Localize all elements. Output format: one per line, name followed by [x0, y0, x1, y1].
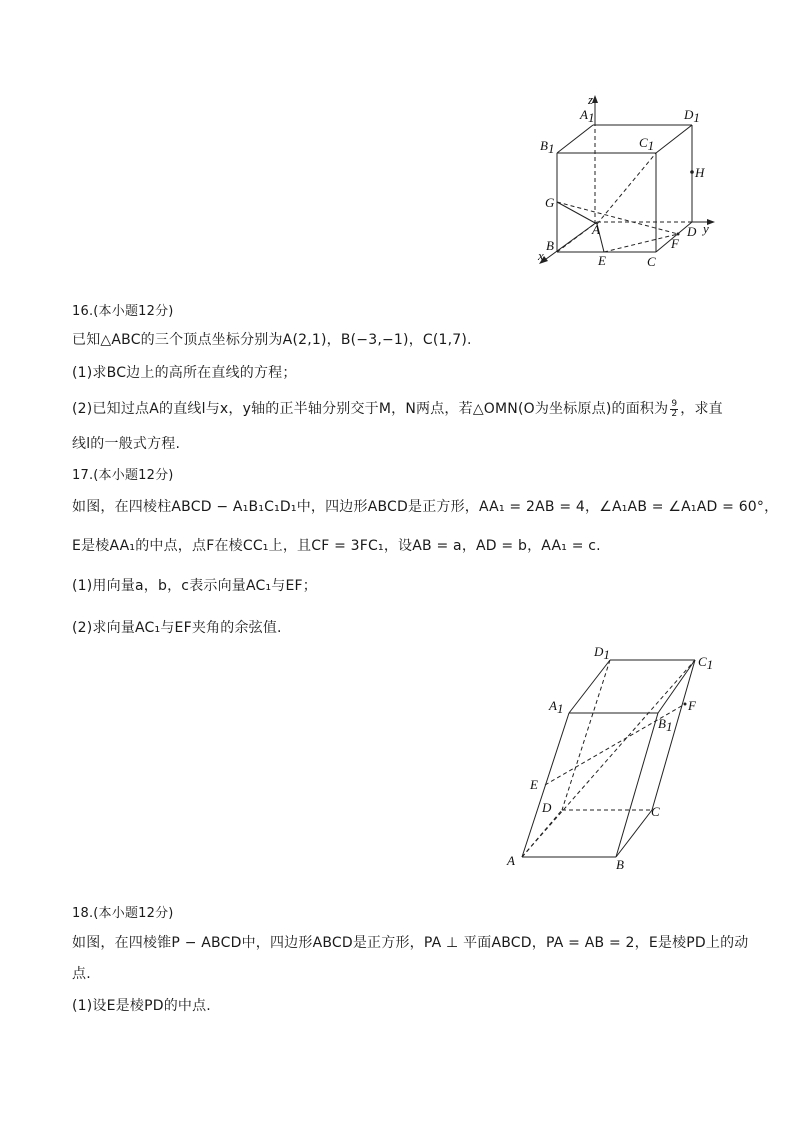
q16-fraction	[670, 400, 678, 419]
q16-part2-text-a: (2)已知过点A的直线l与x，y轴的正半轴分别交于M，N两点，若△OMN(O为坐标原点)的面积为	[72, 401, 669, 417]
label-b: B	[546, 238, 554, 253]
q16-part1: (1)求BC边上的高所在直线的方程；	[72, 365, 297, 381]
q17-part1: (1)用向量a，b，c表示向量AC₁与EF；	[72, 578, 318, 594]
label-a1: A1	[580, 107, 595, 125]
q18-stem-line2: 点.	[72, 966, 91, 982]
label-c: C	[651, 804, 660, 819]
label-f: F	[688, 698, 696, 713]
label-b1: B1	[658, 716, 673, 734]
q16-part2-line2: 线l的一般式方程.	[72, 436, 181, 452]
label-d1: D1	[594, 644, 610, 662]
q17-header: 17.(本小题12分)	[72, 468, 174, 483]
label-b1: B1	[540, 138, 555, 156]
q18-stem-line1: 如图，在四棱锥P − ABCD中，四边形ABCD是正方形，PA ⊥ 平面ABCD，PA = AB = 2，E是棱PD上的动	[72, 935, 749, 951]
label-c1: C1	[639, 135, 655, 153]
prism-figure	[500, 640, 730, 875]
label-c1: C1	[698, 654, 714, 672]
label-e: E	[530, 777, 538, 792]
q17-part2: (2)求向量AC₁与EF夹角的余弦值.	[72, 620, 282, 636]
q16-fraction-num: 9	[671, 398, 678, 409]
label-b: B	[616, 857, 624, 872]
label-g: G	[545, 195, 555, 210]
label-d: D	[542, 800, 552, 815]
label-h: H	[695, 165, 705, 180]
label-f: F	[671, 236, 679, 251]
q18-header: 18.(本小题12分)	[72, 906, 174, 921]
label-y: y	[703, 221, 709, 236]
label-e: E	[598, 253, 606, 268]
q16-part2-text-b: ，求直	[680, 401, 723, 417]
label-a: A	[507, 853, 515, 868]
cube-figure	[530, 92, 730, 272]
q16-part2-line1	[72, 398, 723, 419]
q17-stem-line2: E是棱AA₁的中点，点F在棱CC₁上，且CF = 3FC₁，设AB = a，AD = b，AA₁ = c.	[72, 538, 601, 554]
label-d1: D1	[684, 107, 700, 125]
q16-header: 16.(本小题12分)	[72, 304, 174, 319]
label-a1: A1	[549, 698, 564, 716]
q17-stem-line1: 如图，在四棱柱ABCD − A₁B₁C₁D₁中，四边形ABCD是正方形，AA₁ = 2AB = 4，∠A₁AB = ∠A₁AD = 60°，	[72, 499, 779, 515]
label-c: C	[647, 254, 656, 269]
label-z: z	[588, 92, 594, 107]
q16-stem: 已知△ABC的三个顶点坐标分别为A(2,1)，B(−3,−1)，C(1,7).	[72, 332, 472, 348]
q16-fraction-den: 2	[671, 408, 678, 419]
label-d: D	[687, 224, 697, 239]
label-a: A	[592, 222, 600, 237]
q18-part1: (1)设E是棱PD的中点.	[72, 998, 211, 1014]
label-x: x	[538, 248, 544, 263]
